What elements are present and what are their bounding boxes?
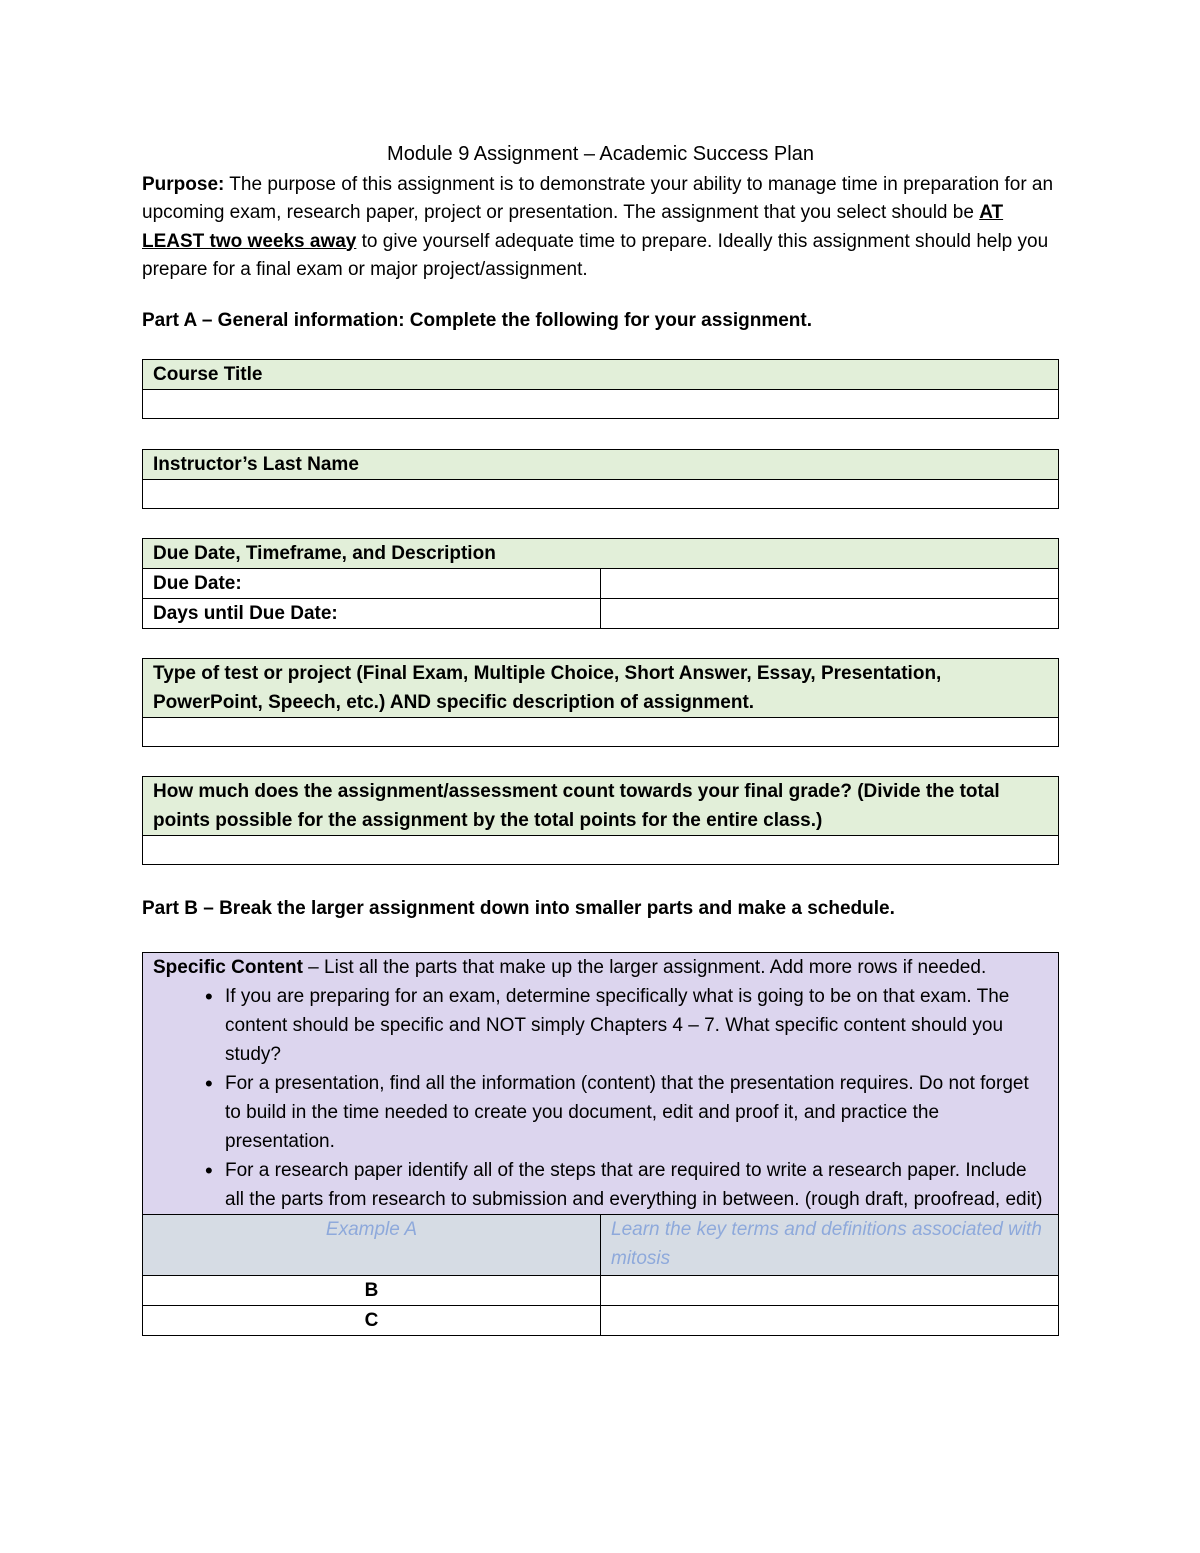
guidance-item-research: • For a research paper identify all of the steps that are required to write a research paper. Include all the parts from research to submission and everything in between. (rough draft, proofread, edit): [205, 1156, 1048, 1214]
example-text: Learn the key terms and definitions associated with mitosis: [601, 1214, 1059, 1275]
days-until-field[interactable]: [601, 599, 1059, 629]
weight-field[interactable]: [143, 836, 1059, 865]
example-label: Example A: [143, 1214, 601, 1275]
instructor-field[interactable]: [143, 480, 1059, 509]
part-b-heading: Part B – Break the larger assignment down into smaller parts and make a schedule.: [142, 898, 895, 919]
purpose-paragraph: [142, 171, 1059, 285]
purpose-text-2: to give yourself adequate time to prepare. Ideally this assignment should help you prepare for a final exam or major project/assignment.: [142, 230, 1049, 280]
part-a-heading: Part A – General information: Complete the following for your assignment.: [142, 309, 813, 331]
specific-content-intro: [153, 953, 1048, 982]
due-date-header: Due Date, Timeframe, and Description: [143, 539, 1059, 569]
instructor-table: [142, 449, 1059, 509]
specific-content-text: – List all the parts that make up the larger assignment. Add more rows if needed.: [302, 956, 987, 978]
purpose-emphasis: AT LEAST two weeks away: [142, 202, 1004, 252]
course-title-table: [142, 359, 1059, 419]
schedule-table: [142, 952, 1059, 1336]
guidance-list: [153, 982, 1048, 1214]
row-c-field[interactable]: [601, 1305, 1059, 1335]
course-title-field[interactable]: [143, 390, 1059, 419]
type-header: Type of test or project (Final Exam, Multiple Choice, Short Answer, Essay, Presentation, PowerPoint, Speech, etc.) AND specific description of assignment.: [143, 659, 1059, 718]
specific-content-cell: [143, 952, 1059, 1214]
due-date-field[interactable]: [601, 569, 1059, 599]
specific-content-label: Specific Content: [153, 956, 303, 978]
row-c-label: C: [143, 1305, 601, 1335]
purpose-label: Purpose:: [142, 173, 225, 195]
row-b-label: B: [143, 1275, 601, 1305]
guidance-item-exam: • If you are preparing for an exam, determine specifically what is going to be on that exam. The content should be specific and NOT simply Chapters 4 – 7. What specific content should you study?: [205, 982, 1048, 1069]
weight-header: How much does the assignment/assessment count towards your final grade? (Divide the total points possible for the assignment by the total points for the entire class.): [143, 777, 1059, 836]
type-table: [142, 658, 1059, 747]
course-title-header: Course Title: [143, 360, 1059, 390]
purpose-text-1: The purpose of this assignment is to demonstrate your ability to manage time in preparation for an upcoming exam, research paper, project or presentation. The assignment that you select should be: [142, 173, 1054, 223]
type-field[interactable]: [143, 718, 1059, 747]
due-date-label: Due Date:: [143, 569, 601, 599]
due-date-table: [142, 538, 1059, 629]
weight-table: [142, 776, 1059, 865]
document-page: [142, 140, 1059, 1336]
instructor-header: Instructor’s Last Name: [143, 450, 1059, 480]
row-b-field[interactable]: [601, 1275, 1059, 1305]
days-until-label: Days until Due Date:: [143, 599, 601, 629]
page-title: Module 9 Assignment – Academic Success Plan: [387, 143, 814, 165]
guidance-item-presentation: • For a presentation, find all the information (content) that the presentation requires. Do not forget to build in the time needed to create you document, edit and proof it, and practice the presentation.: [205, 1069, 1048, 1156]
